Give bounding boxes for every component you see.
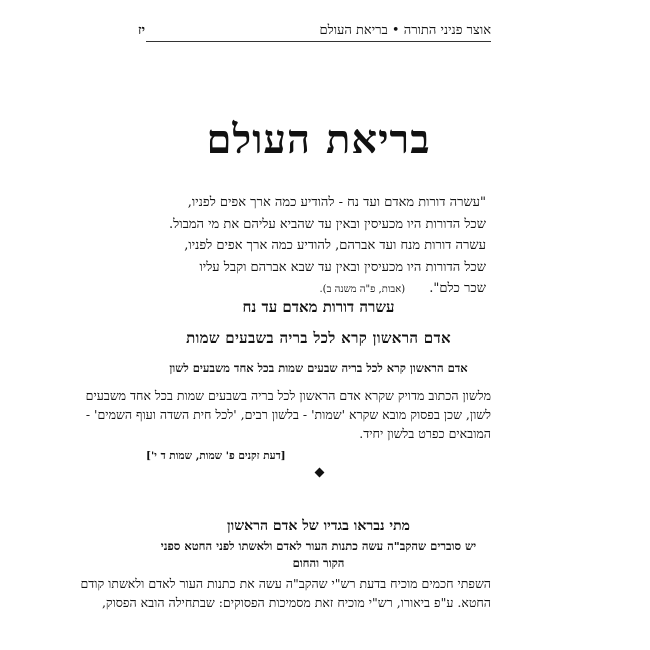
running-header-title: אוצר פניני התורה • בריאת העולם xyxy=(319,23,491,38)
quote-line: שכל הדורות היו מכעיסין ובאין עד שהביא עליהם את מי המבול. xyxy=(169,216,486,232)
topic-heading xyxy=(146,538,491,572)
paragraph-line: המובאים כפרט בלשון יחיד. xyxy=(359,426,491,441)
paragraph-line: מלשון הכתוב מדויק שקרא אדם הראשון לכל בריה בשבעים שמות בכל אחד משבעים xyxy=(85,388,491,403)
diamond-separator-icon xyxy=(315,468,325,478)
citation xyxy=(146,450,491,462)
citation-text: [דעת זקנים פ' שמות, שמות ד י'] xyxy=(146,450,286,462)
body-paragraph xyxy=(85,386,491,443)
topic-heading: אדם הראשון קרא לכל בריה שבעים שמות בכל אחד משבעים לשון xyxy=(169,361,468,375)
opening-quote xyxy=(166,192,486,301)
quote-line: שכל הדורות היו מכעיסין ובאין עד שבא אברהם וקבל עליו xyxy=(199,259,486,275)
topic-line: הקור והחום xyxy=(292,556,345,570)
quote-last-text: שכר כלם". xyxy=(429,281,486,296)
topic-line: יש סוברים שהקב"ה עשה כתנות העור לאדם ולאשתו לפני החטא ספני xyxy=(160,539,477,553)
section-heading: מתי נבראו בגדיו של אדם הראשון xyxy=(227,518,410,534)
quote-source: (אבות, פ"ה משנה ב). xyxy=(319,284,406,295)
quote-line: "עשרה דורות מאדם ועד נח - להודיע כמה ארך אפים לפניו, xyxy=(187,195,486,210)
header-rule xyxy=(146,41,491,42)
page-number: יז xyxy=(138,23,146,38)
section-heading: עשרה דורות מאדם עד נח xyxy=(242,298,395,316)
paragraph-line: השפתי חכמים מוכיח בדעת רש"י שהקב"ה עשה את כתנות העור לאדם ולאשתו קודם xyxy=(80,576,491,591)
paragraph-line: לשון, שכן בפסוק מובא שקרא 'שמות' - בלשון רבים, 'לכל חית השדה ועוף השמים' - xyxy=(85,407,491,422)
section-subheading: אדם הראשון קרא לכל בריה בשבעים שמות xyxy=(186,329,451,347)
body-paragraph xyxy=(80,574,491,612)
quote-line: עשרה דורות מנח ועד אברהם, להודיע כמה ארך אפים לפניו, xyxy=(184,238,486,253)
chapter-title: בריאת העולם xyxy=(206,116,431,163)
paragraph-line: החטא. ע"פ ביאורו, רש"י מוכיח זאת מסמיכות הפסוקים: שבתחילה הובא הפסוק, xyxy=(101,595,491,610)
